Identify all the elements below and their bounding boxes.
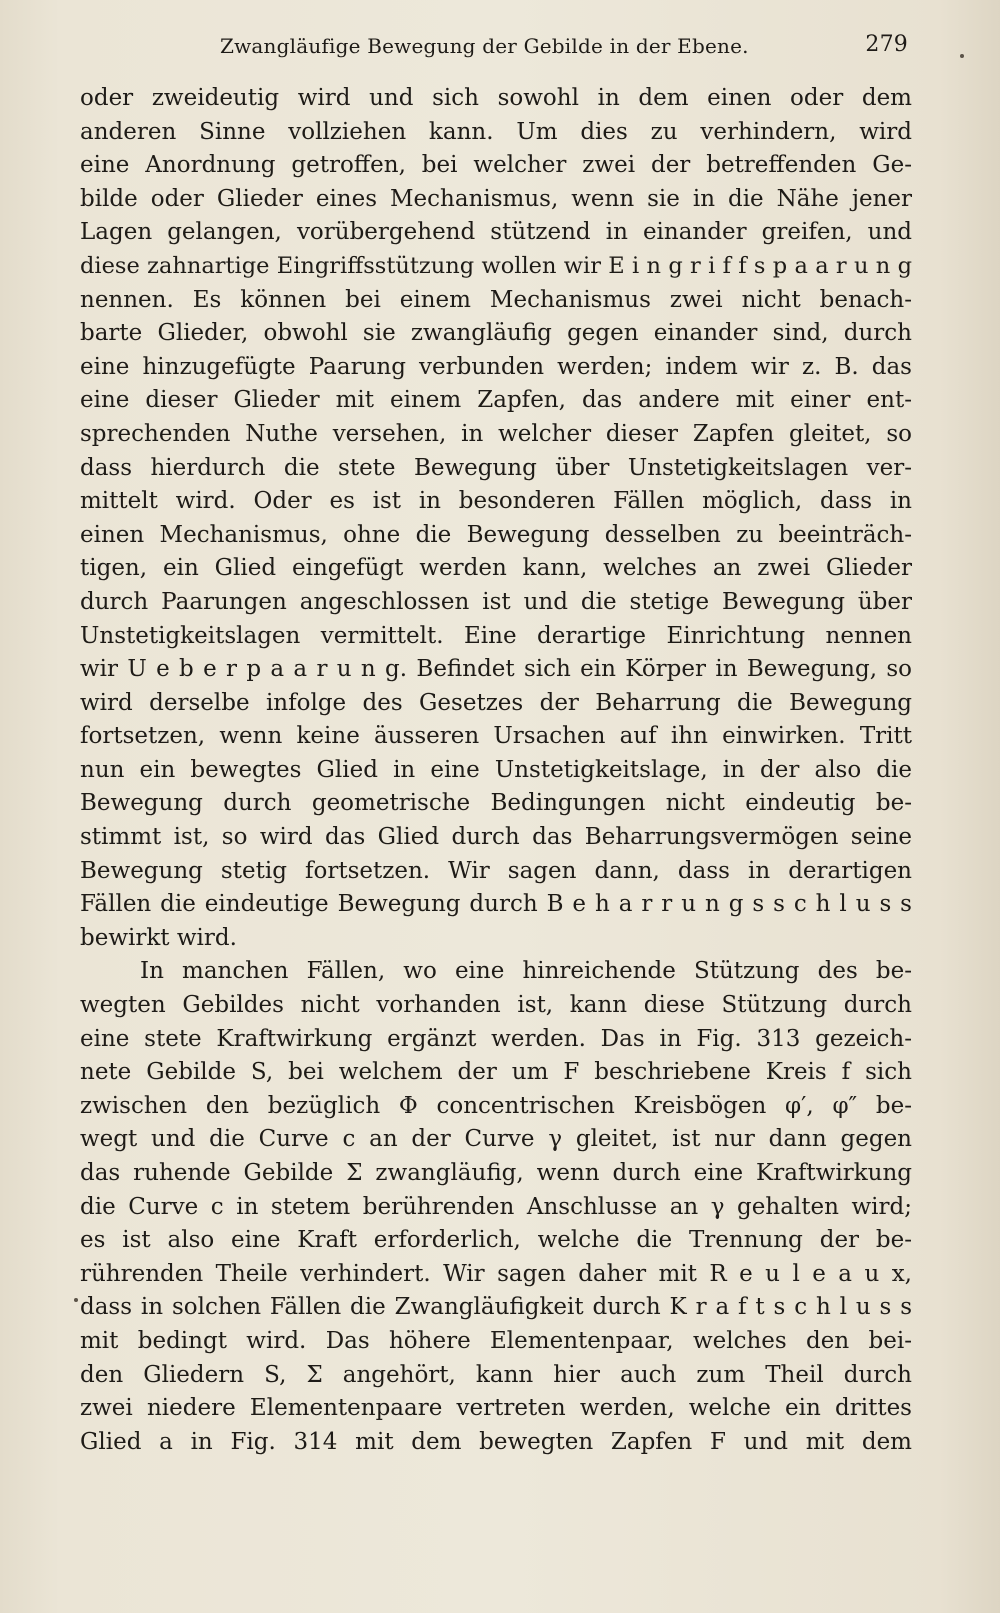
text-line: Unstetigkeitslagen vermittelt. Eine derartige Einrichtung nennen [80,622,912,649]
text-line: nun ein bewegtes Glied in eine Unstetigkeitslage, in der also die [80,756,912,783]
text-line-paragraph-start: In manchen Fällen, wo eine hinreichende Stützung des be- [140,958,912,985]
text-line: es ist also eine Kraft erforderlich, welche die Trennung der be- [80,1227,912,1254]
text-line: eine Anordnung getroffen, bei welcher zwei der betreffenden Ge- [80,152,912,179]
text-line: den Gliedern S, Σ angehört, kann hier auch zum Theil durch [80,1361,912,1388]
text-line: zwischen den bezüglich Φ concentrischen Kreisbögen φ′, φ″ be- [80,1092,912,1119]
text-line: eine stete Kraftwirkung ergänzt werden. Das in Fig. 313 gezeich- [80,1025,912,1052]
text-line: Lagen gelangen, vorübergehend stützend in einander greifen, und [80,219,912,246]
text-line-paragraph-end: bewirkt wird. [80,924,237,951]
body-text [80,82,912,1459]
text-line: die Curve c in stetem berührenden Anschlusse an γ gehalten wird; [80,1193,912,1220]
text-line: durch Paarungen angeschlossen ist und die stetige Bewegung über [80,588,912,615]
text-line: tigen, ein Glied eingefügt werden kann, welches an zwei Glieder [80,555,912,582]
ink-speck [74,1298,78,1302]
text-line: fortsetzen, wenn keine äusseren Ursachen auf ihn einwirken. Tritt [80,723,912,750]
text-line: Bewegung durch geometrische Bedingungen nicht eindeutig be- [80,790,912,817]
text-line: Fällen die eindeutige Bewegung durch B e h a r r u n g s s c h l u s s [80,891,912,918]
text-line: wegt und die Curve c an der Curve γ gleitet, ist nur dann gegen [80,1126,912,1153]
text-line: diese zahnartige Eingriffsstützung wollen wir E i n g r i f f s p a a r u n g [80,252,912,279]
ink-speck [960,54,964,58]
text-line: nennen. Es können bei einem Mechanismus zwei nicht benach- [80,286,912,313]
text-line: stimmt ist, so wird das Glied durch das Beharrungsvermögen seine [80,824,912,851]
text-line: bilde oder Glieder eines Mechanismus, wenn sie in die Nähe jener [80,185,912,212]
text-line: einen Mechanismus, ohne die Bewegung desselben zu beeinträch- [80,521,912,548]
text-line: eine hinzugefügte Paarung verbunden werden; indem wir z. B. das [80,353,912,380]
text-line: Bewegung stetig fortsetzen. Wir sagen dann, dass in derartigen [80,857,912,884]
text-line: dass hierdurch die stete Bewegung über Unstetigkeitslagen ver- [80,454,912,481]
text-line: zwei niedere Elementenpaare vertreten werden, welche ein drittes [80,1395,912,1422]
text-line: mit bedingt wird. Das höhere Elementenpaar, welches den bei- [80,1327,912,1354]
text-line: rührenden Theile verhindert. Wir sagen daher mit R e u l e a u x, [80,1260,912,1287]
running-head [220,34,908,60]
text-line: das ruhende Gebilde Σ zwangläufig, wenn durch eine Kraftwirkung [80,1160,912,1186]
text-line: dass in solchen Fällen die Zwangläufigkeit durch K r a f t s c h l u s s [80,1294,912,1321]
text-line: barte Glieder, obwohl sie zwangläufig gegen einander sind, durch [80,320,912,347]
running-title: Zwangläufige Bewegung der Gebilde in der Ebene. [220,34,749,58]
text-line: sprechenden Nuthe versehen, in welcher dieser Zapfen gleitet, so [80,420,912,447]
text-line: Glied a in Fig. 314 mit dem bewegten Zapfen F und mit dem [80,1428,912,1455]
text-line: mittelt wird. Oder es ist in besonderen Fällen möglich, dass in [80,488,912,515]
text-line: wird derselbe infolge des Gesetzes der Beharrung die Bewegung [80,689,912,716]
text-line: eine dieser Glieder mit einem Zapfen, das andere mit einer ent- [80,387,912,414]
text-line: nete Gebilde S, bei welchem der um F beschriebene Kreis f sich [80,1059,912,1086]
text-line: oder zweideutig wird und sich sowohl in dem einen oder dem [80,85,912,111]
text-line: anderen Sinne vollziehen kann. Um dies zu verhindern, wird [80,118,912,145]
text-line: wir U e b e r p a a r u n g. Befindet sich ein Körper in Bewegung, so [80,656,912,683]
text-line: wegten Gebildes nicht vorhanden ist, kann diese Stützung durch [80,992,912,1019]
page-number: 279 [865,32,908,57]
